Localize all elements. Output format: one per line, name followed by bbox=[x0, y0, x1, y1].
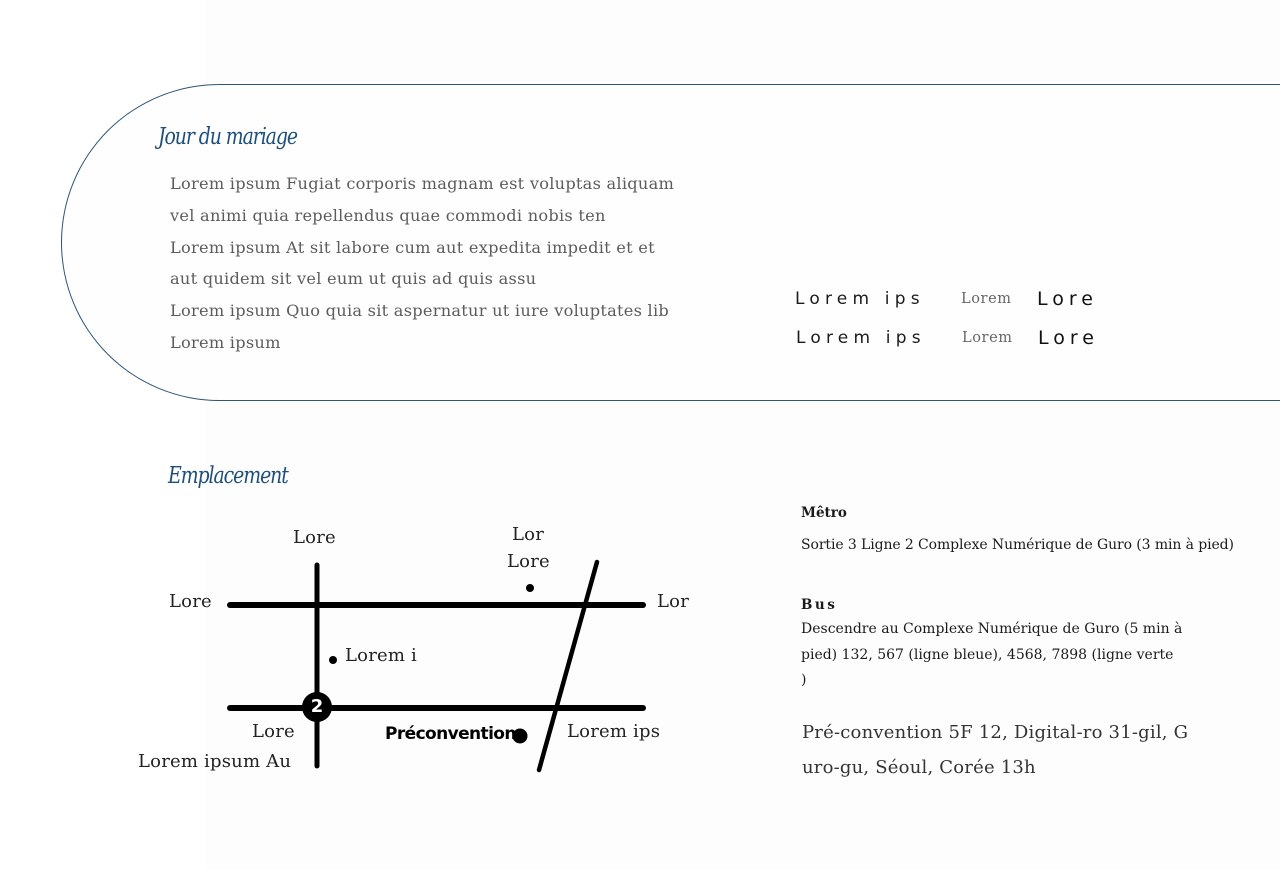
map-label: Lorem ips bbox=[567, 721, 661, 742]
bus-text bbox=[801, 617, 1201, 694]
poi-dot bbox=[329, 656, 337, 664]
description-line: aut quidem sit vel eum ut quis ad quis assu bbox=[170, 269, 537, 289]
map-label: Lore bbox=[507, 551, 550, 572]
schedule-value: Lore bbox=[1037, 288, 1098, 310]
poi-dot-top bbox=[526, 584, 534, 592]
map-roads bbox=[130, 510, 710, 790]
schedule-value: Lore bbox=[1038, 327, 1099, 349]
schedule-sub: Lorem bbox=[961, 291, 1012, 307]
metro-heading: Mêtro bbox=[801, 505, 847, 521]
wedding-day-description bbox=[170, 168, 710, 359]
map-label: Lor bbox=[657, 591, 689, 612]
bus-line: ) bbox=[801, 672, 807, 689]
schedule-label: Lorem ips bbox=[795, 289, 925, 309]
bus-line: pied) 132, 567 (ligne bleue), 4568, 7898 (ligne verte bbox=[801, 646, 1174, 663]
description-line: vel animi quia repellendus quae commodi nobis ten bbox=[170, 205, 606, 225]
description-line: Lorem ipsum Fugiat corporis magnam est voluptas aliquam bbox=[170, 174, 675, 193]
map-label: Lorem ipsum Au bbox=[138, 751, 292, 772]
schedule-label: Lorem ips bbox=[796, 328, 926, 348]
schedule-sub: Lorem bbox=[962, 330, 1013, 346]
bus-line: Descendre au Complexe Numérique de Guro (5 min à bbox=[801, 621, 1183, 637]
map-label: Lore bbox=[293, 527, 336, 548]
map-label: Lorem i bbox=[345, 645, 417, 666]
bus-heading: Bus bbox=[801, 597, 838, 613]
map-label: Lore bbox=[252, 721, 295, 742]
address-line: uro-gu, Séoul, Corée 13h bbox=[802, 757, 1036, 778]
description-line: Lorem ipsum bbox=[170, 332, 281, 352]
venue-label: Préconvention bbox=[385, 724, 516, 744]
station-marker: 2 bbox=[302, 692, 332, 722]
description-line: Lorem ipsum Quo quia sit aspernatur ut iure voluptates lib bbox=[170, 301, 669, 321]
map-label: Lore bbox=[169, 591, 212, 612]
description-line: Lorem ipsum At sit labore cum aut expedita impedit et et bbox=[170, 237, 655, 257]
location-map bbox=[130, 510, 710, 790]
address-line: Pré-convention 5F 12, Digital-ro 31-gil, G bbox=[802, 722, 1189, 743]
wedding-day-title: Jour du mariage bbox=[158, 124, 297, 150]
venue-address bbox=[802, 715, 1222, 785]
map-label: Lor bbox=[512, 524, 544, 545]
metro-text: Sortie 3 Ligne 2 Complexe Numérique de Guro (3 min à pied) bbox=[801, 537, 1234, 553]
location-title: Emplacement bbox=[168, 463, 288, 489]
